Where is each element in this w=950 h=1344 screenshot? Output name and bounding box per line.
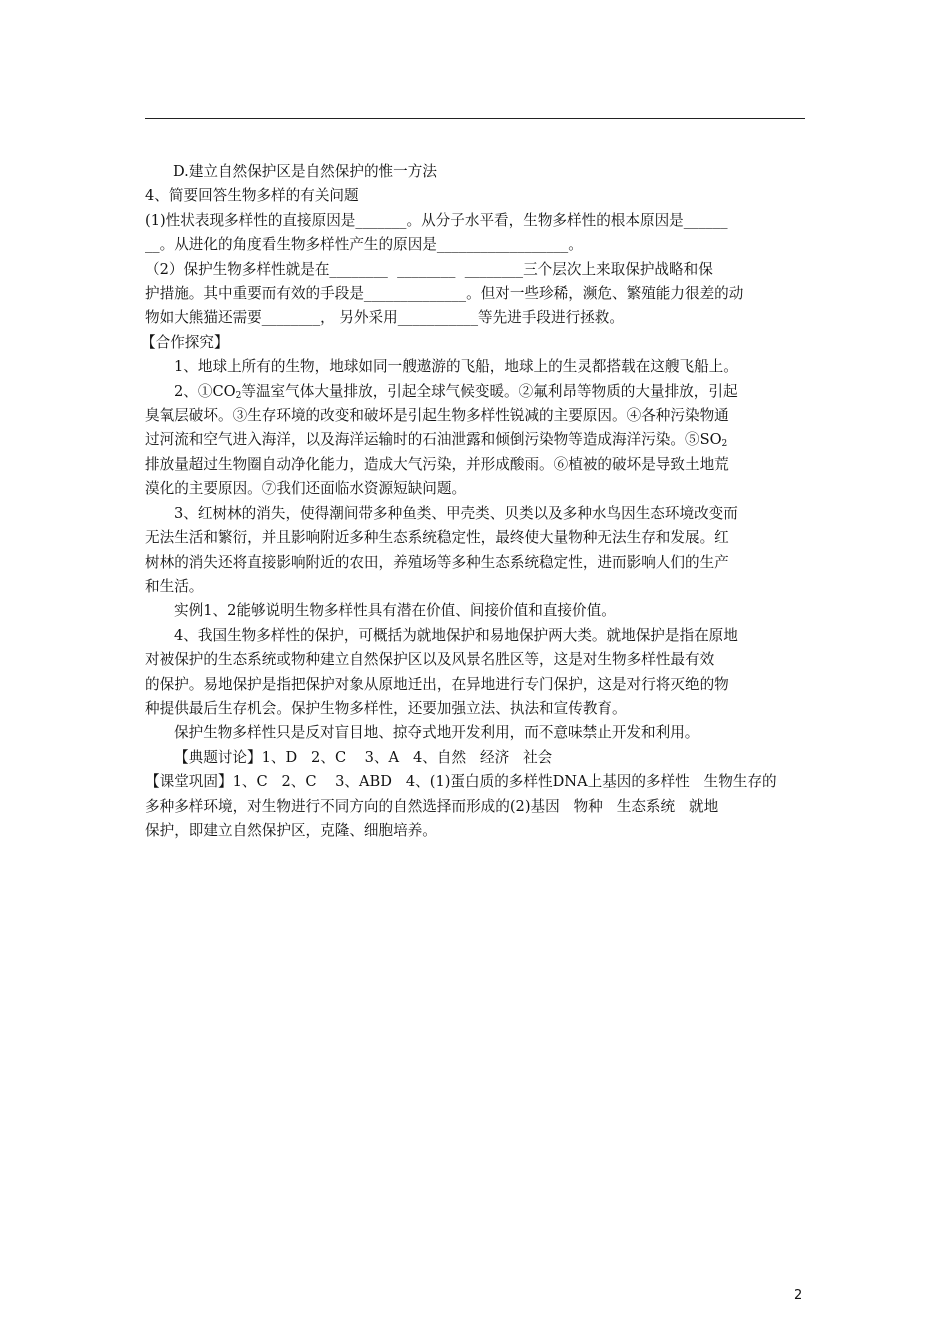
inquiry-2-line-3 bbox=[145, 428, 807, 452]
inquiry-2-line-5: 漠化的主要原因。⑦我们还面临水资源短缺问题。 bbox=[145, 480, 467, 498]
consolidation-answers-line-3: 保护，即建立自然保护区，克隆、细胞培养。 bbox=[145, 821, 437, 839]
inquiry-3-line-1: 3、红树林的消失，使得潮间带多种鱼类、甲壳类、贝类以及多种水鸟因生态环境改变而 bbox=[174, 504, 738, 522]
protection-note: 保护生物多样性只是反对盲目地、掠夺式地开发利用，而不意味禁止开发和利用。 bbox=[174, 724, 700, 742]
inquiry-2-text: 等温室气体大量排放，引起全球气候变暖。②氟利昂等物质的大量排放，引起 bbox=[241, 382, 738, 400]
inquiry-2-line-3-text: 过河流和空气进入海洋，以及海洋运输时的石油泄露和倾倒污染物等造成海洋污染。⑤SO bbox=[145, 431, 722, 449]
inquiry-3-line-3: 树林的消失还将直接影响附近的农田，养殖场等多种生态系统稳定性，进而影响人们的生产 bbox=[145, 553, 729, 571]
inquiry-3-line-2: 无法生活和繁衍，并且影响附近多种生态系统稳定性，最终使大量物种无法生存和发展。红 bbox=[145, 529, 729, 547]
question-4-2-line-3: 物如大熊猫还需要________， 另外采用___________等先进手段进行拯救。 bbox=[145, 309, 624, 327]
question-4-2-line-1: （2）保护生物多样性就是在________ ________ ________三个层次上来取保护战略和保 bbox=[145, 260, 713, 278]
inquiry-2-line-4: 排放量超过生物圈自动净化能力，造成大气污染，并形成酸雨。⑥植被的破坏是导致土地荒 bbox=[145, 455, 729, 473]
cooperative-inquiry-heading: 【合作探究】 bbox=[141, 333, 229, 351]
inquiry-4-line-2: 对被保护的生态系统或物种建立自然保护区以及风景名胜区等，这是对生物多样性最有效 bbox=[145, 651, 715, 669]
inquiry-3-line-4: 和生活。 bbox=[145, 577, 204, 595]
inquiry-4-line-1: 4、我国生物多样性的保护，可概括为就地保护和易地保护两大类。就地保护是指在原地 bbox=[174, 626, 738, 644]
consolidation-answers-line-2: 多种多样环境，对生物进行不同方向的自然选择而形成的(2)基因 物种 生态系统 就地 bbox=[145, 797, 719, 815]
header-rule bbox=[145, 118, 805, 119]
typical-discussion-answers: 【典题讨论】1、D 2、C 3、A 4、自然 经济 社会 bbox=[174, 748, 553, 766]
question-4-title: 4、简要回答生物多样的有关问题 bbox=[145, 187, 359, 205]
inquiry-1: 1、地球上所有的生物，地球如同一艘遨游的飞船，地球上的生灵都搭载在这艘飞船上。 bbox=[174, 358, 738, 376]
question-4-2-line-2: 护措施。其中重要而有效的手段是______________。但对一些珍稀，濒危、繁殖能力很差的动 bbox=[145, 285, 744, 303]
question-4-1-line-2: __。从进化的角度看生物多样性产生的原因是__________________。 bbox=[145, 236, 583, 254]
document-body bbox=[141, 160, 807, 843]
inquiry-2-prefix: 2、①CO bbox=[174, 382, 236, 400]
inquiry-2-line-1 bbox=[145, 380, 807, 404]
inquiry-4-line-3: 的保护。易地保护是指把保护对象从原地迁出，在异地进行专门保护，这是对行将灭绝的物 bbox=[145, 675, 729, 693]
inquiry-4-line-4: 种提供最后生存机会。保护生物多样性，还要加强立法、执法和宣传教育。 bbox=[145, 699, 627, 717]
so2-subscript: 2 bbox=[721, 439, 728, 450]
page-number: 2 bbox=[794, 1288, 803, 1303]
consolidation-answers-line-1: 【课堂巩固】1、C 2、C 3、ABD 4、(1)蛋白质的多样性DNA上基因的多样性 生物生存的 bbox=[145, 773, 777, 791]
co2-subscript: 2 bbox=[235, 390, 242, 401]
option-d: D.建立自然保护区是自然保护的惟一方法 bbox=[173, 163, 437, 180]
inquiry-2-line-2: 臭氧层破坏。③生存环境的改变和破坏是引起生物多样性锐减的主要原因。④各种污染物通 bbox=[145, 407, 729, 425]
example-paragraph: 实例1、2能够说明生物多样性具有潜在价值、间接价值和直接价值。 bbox=[174, 602, 616, 620]
question-4-1-line-1: (1)性状表现多样性的直接原因是_______。从分子水平看，生物多样性的根本原因是______ bbox=[145, 211, 728, 229]
